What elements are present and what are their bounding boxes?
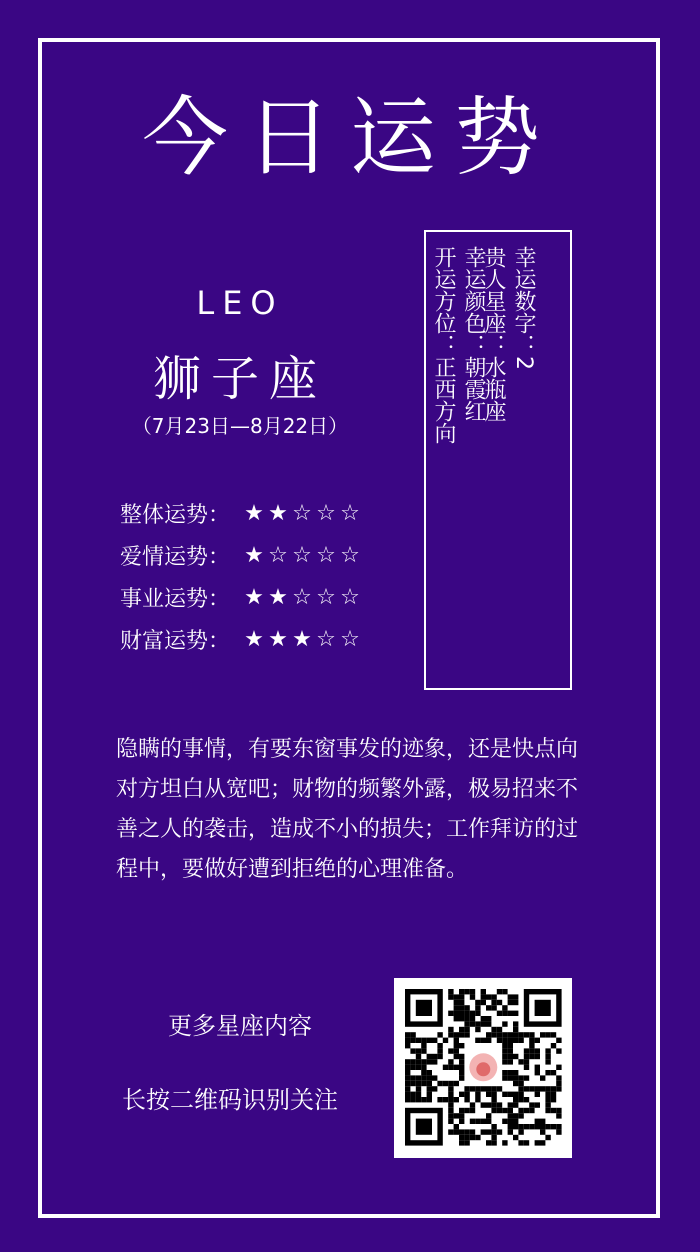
rating-row-overall [120,492,400,534]
sign-date-range: （7月23日—8月22日） [131,414,349,438]
qr-code-graphic [394,978,572,1158]
star-filled-icon: ★ [244,584,264,610]
rating-label: 财富运势： [120,628,231,654]
star-empty-icon: ☆ [340,542,360,568]
star-empty-icon: ☆ [316,542,336,568]
rating-label: 事业运势： [120,586,231,612]
star-rating [242,543,362,568]
sign-english-name: LEO [196,284,284,322]
star-filled-icon: ★ [268,626,288,652]
star-empty-icon: ☆ [340,584,360,610]
star-rating [242,627,362,652]
qr-code-icon[interactable] [394,978,572,1158]
star-empty-icon: ☆ [316,626,336,652]
lucky-color: 幸运颜色：朝霞红 [461,246,486,422]
page-title: 今日运势 [142,88,558,188]
star-empty-icon: ☆ [268,542,288,568]
fortune-description: 隐瞒的事情，有要东窗事发的迹象，还是快点向对方坦白从宽吧；财物的频繁外露，极易招来不善之人的袭击，造成不小的损失；工作拜访的过程中，要做好遭到拒绝的心理准备。 [116,737,579,882]
rating-row-love [120,534,400,576]
more-content-label: 更多星座内容 [168,1012,312,1040]
star-filled-icon: ★ [292,626,312,652]
rating-row-wealth [120,618,400,660]
star-filled-icon: ★ [244,626,264,652]
lucky-info-box [424,230,572,690]
star-empty-icon: ☆ [316,584,336,610]
star-empty-icon: ☆ [340,626,360,652]
star-empty-icon: ☆ [340,500,360,526]
lucky-number: 幸运数字：2 [511,246,536,370]
star-filled-icon: ★ [244,542,264,568]
rating-label: 爱情运势： [120,544,231,570]
star-filled-icon: ★ [244,500,264,526]
star-rating [242,585,362,610]
lucky-direction: 开运方位：正西方向 [431,246,456,444]
star-filled-icon: ★ [268,584,288,610]
star-empty-icon: ☆ [292,500,312,526]
info-column-left [428,246,488,444]
rating-label: 整体运势： [120,502,231,528]
benefactor-sign: 贵人星座：水瓶座 [481,246,506,422]
star-empty-icon: ☆ [292,542,312,568]
star-filled-icon: ★ [268,500,288,526]
rating-row-career [120,576,400,618]
qr-instruction: 长按二维码识别关注 [122,1086,338,1114]
star-empty-icon: ☆ [316,500,336,526]
star-empty-icon: ☆ [292,584,312,610]
sign-chinese-name: 狮子座 [152,351,327,407]
ratings-list [120,492,400,660]
star-rating [242,501,362,526]
